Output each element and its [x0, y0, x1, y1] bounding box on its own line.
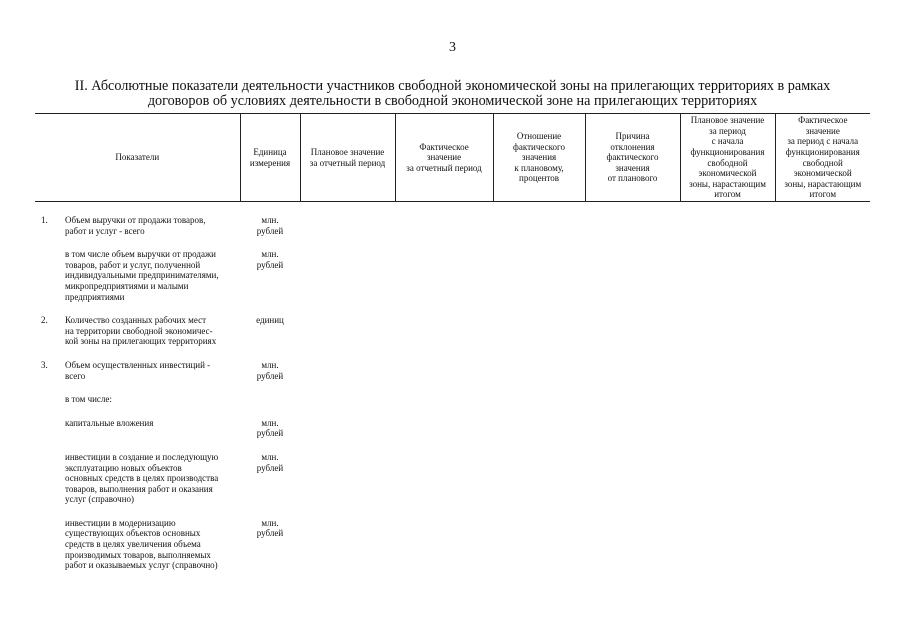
page-number: 3 — [449, 40, 456, 55]
value-cell — [775, 360, 870, 394]
table-row — [35, 452, 870, 518]
indicator-label — [65, 315, 240, 360]
value-cell — [680, 249, 775, 315]
indicator-label-line: инвестиции в модернизацию — [65, 517, 176, 528]
column-header-line: отклонения — [610, 141, 655, 152]
indicators-table — [35, 113, 870, 584]
column-header-line: за период — [709, 125, 746, 136]
indicator-label-line: предприятиями — [65, 291, 125, 302]
value-cell — [300, 249, 395, 315]
value-cell — [680, 315, 775, 360]
indicator-label-line: работ и услуг - всего — [65, 225, 145, 236]
row-number — [35, 249, 65, 315]
value-cell — [493, 418, 585, 452]
unit-of-measure — [240, 315, 300, 360]
row-number — [35, 394, 65, 418]
value-cell — [585, 452, 680, 518]
row-number: 1. — [41, 215, 48, 225]
column-header-planned-cumulative — [680, 114, 775, 202]
unit-line: млн. — [261, 215, 279, 225]
value-cell — [585, 249, 680, 315]
indicator-label-line: Объем выручки от продажи товаров, — [65, 215, 206, 225]
indicator-label-line: инвестиции в создание и последующую — [65, 451, 219, 462]
column-header-planned-period — [300, 114, 395, 202]
value-cell — [680, 215, 775, 249]
indicator-label — [65, 215, 240, 249]
unit-line: рублей — [256, 225, 284, 236]
column-header-line: свободной — [707, 157, 748, 168]
column-header-line: Причина — [615, 131, 650, 142]
indicator-label-line: товаров, работ и услуг, полученной — [65, 259, 201, 270]
indicator-label-line: существующих объектов основных — [65, 528, 201, 539]
section-title — [40, 79, 865, 109]
table-row — [35, 518, 870, 584]
indicator-label — [65, 394, 240, 418]
unit-of-measure — [240, 215, 300, 249]
value-cell — [493, 394, 585, 418]
column-header-line: за отчетный период — [309, 157, 386, 168]
value-cell — [395, 215, 493, 249]
value-cell — [775, 452, 870, 518]
indicator-label-line: индивидуальными предпринимателями, — [65, 270, 219, 281]
indicator-label-line: всего — [65, 370, 86, 381]
table-body — [35, 202, 870, 584]
value-cell — [300, 360, 395, 394]
column-header-line: зоны, нарастающим — [689, 178, 766, 189]
table-row — [35, 249, 870, 315]
value-cell — [775, 518, 870, 584]
section-title-line-1: II. Абсолютные показатели деятельности участников свободной экономической зоны на прилегающих территориях в рамках — [74, 78, 831, 94]
unit-line: единиц — [256, 315, 284, 326]
value-cell — [395, 518, 493, 584]
value-cell — [300, 215, 395, 249]
indicator-label — [65, 452, 240, 518]
column-header-line: измерения — [249, 157, 291, 168]
column-header-line: за период с начала — [787, 136, 859, 147]
value-cell — [493, 215, 585, 249]
unit-of-measure — [240, 418, 300, 452]
unit-of-measure — [240, 394, 300, 418]
column-header-line: от планового — [607, 173, 658, 184]
unit-line: рублей — [256, 370, 284, 381]
value-cell — [493, 360, 585, 394]
column-header-line: Фактическое — [419, 141, 469, 152]
value-cell — [395, 249, 493, 315]
indicator-label — [65, 518, 240, 584]
value-cell — [395, 452, 493, 518]
indicator-label-line: в том числе объем выручки от продажи — [65, 249, 216, 260]
column-header-line: Фактическое — [798, 115, 848, 126]
value-cell — [395, 360, 493, 394]
value-cell — [775, 315, 870, 360]
table-row — [35, 315, 870, 360]
unit-of-measure — [240, 452, 300, 518]
column-header-line: Отношение — [516, 131, 562, 142]
indicator-label-line: на территории свободной экономичес- — [65, 325, 213, 336]
column-header-line: с начала — [711, 136, 744, 147]
value-cell — [775, 394, 870, 418]
value-cell — [775, 249, 870, 315]
column-header-line: Плановое значение — [310, 146, 385, 157]
unit-line: млн. — [261, 249, 279, 260]
value-cell — [493, 249, 585, 315]
value-cell — [395, 394, 493, 418]
row-number: 2. — [41, 315, 48, 326]
column-header-line: за отчетный период — [406, 162, 482, 173]
column-header-line: значение — [426, 152, 462, 163]
value-cell — [493, 452, 585, 518]
value-cell — [585, 518, 680, 584]
indicator-label-line: в том числе: — [65, 394, 112, 405]
indicator-label-line: товаров, выполнения работ и оказания — [65, 483, 213, 494]
indicator-label-line: Количество созданных рабочих мест — [65, 315, 207, 326]
value-cell — [775, 215, 870, 249]
table-row — [35, 215, 870, 249]
indicator-label-line: микропредприятиями и малыми — [65, 280, 189, 291]
column-header-line: значение — [805, 125, 840, 136]
value-cell — [300, 452, 395, 518]
table-header-row — [35, 114, 870, 202]
value-cell — [585, 418, 680, 452]
indicator-label-line: производимых товаров, выполняемых — [65, 549, 211, 560]
unit-line: млн. — [261, 417, 279, 428]
column-header-actual-period — [395, 114, 493, 202]
value-cell — [585, 315, 680, 360]
unit-line: млн. — [261, 451, 279, 462]
column-header-unit — [240, 114, 300, 202]
value-cell — [300, 518, 395, 584]
unit-line: рублей — [256, 528, 284, 539]
column-header-actual-cumulative — [775, 114, 870, 202]
value-cell — [585, 360, 680, 394]
value-cell — [300, 418, 395, 452]
column-header-line: значения — [521, 152, 557, 163]
column-header-line: Единица — [253, 146, 287, 157]
column-header-line: Показатели — [115, 152, 160, 163]
column-header-line: фактического — [513, 141, 565, 152]
indicator-label-line: эксплуатацию новых объектов — [65, 462, 182, 473]
unit-line: млн. — [261, 517, 279, 528]
unit-of-measure — [240, 518, 300, 584]
value-cell — [680, 452, 775, 518]
value-cell — [395, 418, 493, 452]
unit-line: рублей — [256, 428, 284, 439]
value-cell — [300, 394, 395, 418]
column-header-deviation-reason — [585, 114, 680, 202]
value-cell — [493, 315, 585, 360]
column-header-line: процентов — [519, 173, 560, 184]
value-cell — [585, 394, 680, 418]
column-header-line: к плановому, — [514, 162, 564, 173]
indicator-label-line: капитальные вложения — [65, 417, 154, 428]
unit-line: рублей — [256, 462, 284, 473]
value-cell — [680, 518, 775, 584]
indicator-label-line: Объем осуществленных инвестиций - — [65, 359, 211, 370]
section-title-line-2: договоров об условиях деятельности в свободной экономической зоне на прилегающих территориях — [147, 93, 758, 109]
indicator-label-line: средств в целях увеличения объема — [65, 539, 201, 550]
indicator-label-line: кой зоны на прилегающих территориях — [65, 336, 217, 347]
column-header-line: значения — [615, 162, 650, 173]
column-header-line: Плановое значение — [690, 115, 765, 126]
indicator-label-line: основных средств в целях производства — [65, 473, 219, 484]
value-cell — [493, 518, 585, 584]
indicator-label — [65, 418, 240, 452]
indicator-label — [65, 360, 240, 394]
table-row — [35, 394, 870, 418]
indicator-label-line: работ и оказываемых услуг (справочно) — [65, 560, 218, 571]
value-cell — [680, 418, 775, 452]
indicator-label-line: услуг (справочно) — [65, 494, 135, 505]
value-cell — [395, 315, 493, 360]
value-cell — [585, 215, 680, 249]
column-header-line: свободной — [802, 157, 843, 168]
row-number: 3. — [41, 359, 48, 370]
unit-line: млн. — [261, 359, 279, 370]
value-cell — [775, 418, 870, 452]
value-cell — [300, 315, 395, 360]
column-header-line: зоны, нарастающим — [784, 178, 862, 189]
column-header-line: итогом — [714, 189, 741, 200]
table-row — [35, 360, 870, 394]
indicator-label — [65, 249, 240, 315]
column-header-indicators — [35, 114, 240, 202]
row-number — [35, 452, 65, 518]
column-header-line: итогом — [809, 189, 837, 200]
table-row — [35, 418, 870, 452]
column-header-actual-to-plan-ratio — [493, 114, 585, 202]
column-header-line: фактического — [606, 152, 659, 163]
row-number — [35, 518, 65, 584]
column-header-line: функционирования — [690, 146, 765, 157]
unit-of-measure — [240, 249, 300, 315]
row-number — [35, 418, 65, 452]
column-header-line: экономической — [793, 168, 852, 179]
value-cell — [680, 360, 775, 394]
unit-of-measure — [240, 360, 300, 394]
unit-line: рублей — [256, 259, 284, 270]
column-header-line: функционирования — [785, 146, 860, 157]
column-header-line: экономической — [698, 168, 757, 179]
value-cell — [680, 394, 775, 418]
